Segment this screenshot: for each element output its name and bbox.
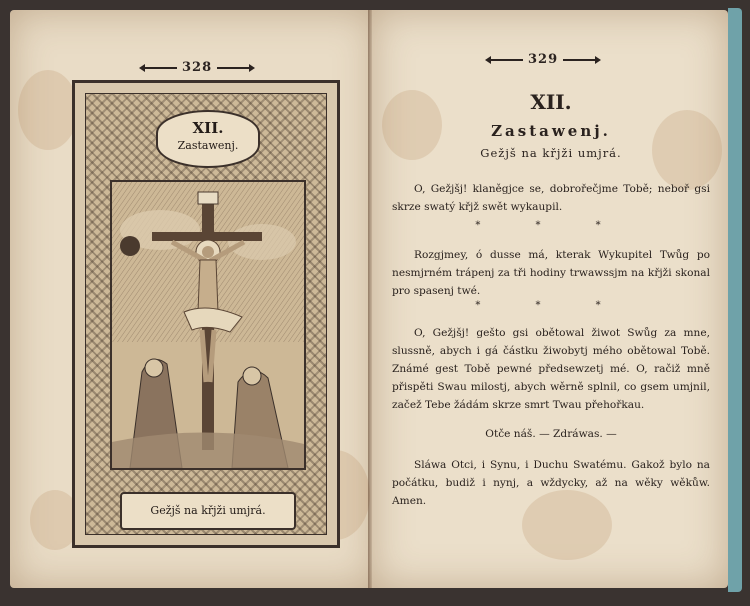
section-divider-stars: * * * — [475, 220, 627, 231]
plate-title: Zastawenj. — [177, 139, 239, 152]
page-number-right — [484, 52, 602, 67]
ornament-right — [217, 67, 251, 69]
page-number-left — [138, 60, 256, 75]
crucifixion-engraving — [110, 180, 306, 470]
cloud — [228, 224, 296, 260]
page-number-text: 329 — [528, 52, 559, 67]
left-page — [10, 10, 376, 588]
ornament-left — [489, 59, 523, 61]
book-cover-edge — [728, 8, 742, 592]
mourner-left-head — [145, 359, 163, 377]
plate-cartouche — [156, 110, 260, 168]
closing-doxology: Sláwa Otci, i Synu, i Duchu Swatému. Gakož bylo na počátku, budiž i nynj, a wždycky, až na wěky wěkůw. Amen. — [392, 459, 710, 507]
ornamental-border — [85, 93, 327, 535]
plate-caption: Gežjš na křjži umjrá. — [120, 492, 296, 530]
page-number-text: 328 — [182, 60, 213, 75]
paragraph-1: O, Gežjšj! klaněgjce se, dobrořečjme Tobě; neboř gsi skrze swatý křjž swět wykaupil. — [392, 183, 710, 213]
engraving-illustration — [112, 182, 304, 468]
plate-frame — [72, 80, 340, 548]
paper-stain — [18, 70, 78, 150]
mourner-right-head — [243, 367, 261, 385]
section-divider-stars: * * * — [475, 300, 627, 311]
torso — [198, 260, 218, 312]
ornament-left — [143, 67, 177, 69]
chapter-title: Zastawenj. — [491, 122, 611, 140]
paragraph-2: Rozgjmey, ó dusse má, kterak Wykupitel Twůg po nesmjrném trápenj za tři hodiny trwawssjm na křjži skonal pro spasenj twé. — [392, 249, 710, 297]
moon-icon — [120, 236, 140, 256]
chapter-subtitle: Gežjš na křjži umjrá. — [480, 146, 622, 160]
paragraph-3: O, Gežjšj! gešto gsi obětowal žiwot Swůg za mne, slussně, abych i gá částku žiwobytj mého obětowal Tobě. Známé gest Tobě pewné předsewzetj mé. O, račiž mně přispěti Swau milostj, abych wěrně splnil, co gsem umjnil, začež Tebe žádám skrze smrt Twau přehořkau. — [392, 327, 710, 411]
right-page — [372, 10, 728, 588]
cross-titulus — [198, 192, 218, 204]
head — [202, 246, 214, 258]
chapter-numeral: XII. — [530, 90, 572, 114]
ornament-right — [563, 59, 597, 61]
prayer-line: Otče náš. — Zdráwas. — — [485, 428, 617, 440]
plate-numeral: XII. — [192, 119, 224, 137]
